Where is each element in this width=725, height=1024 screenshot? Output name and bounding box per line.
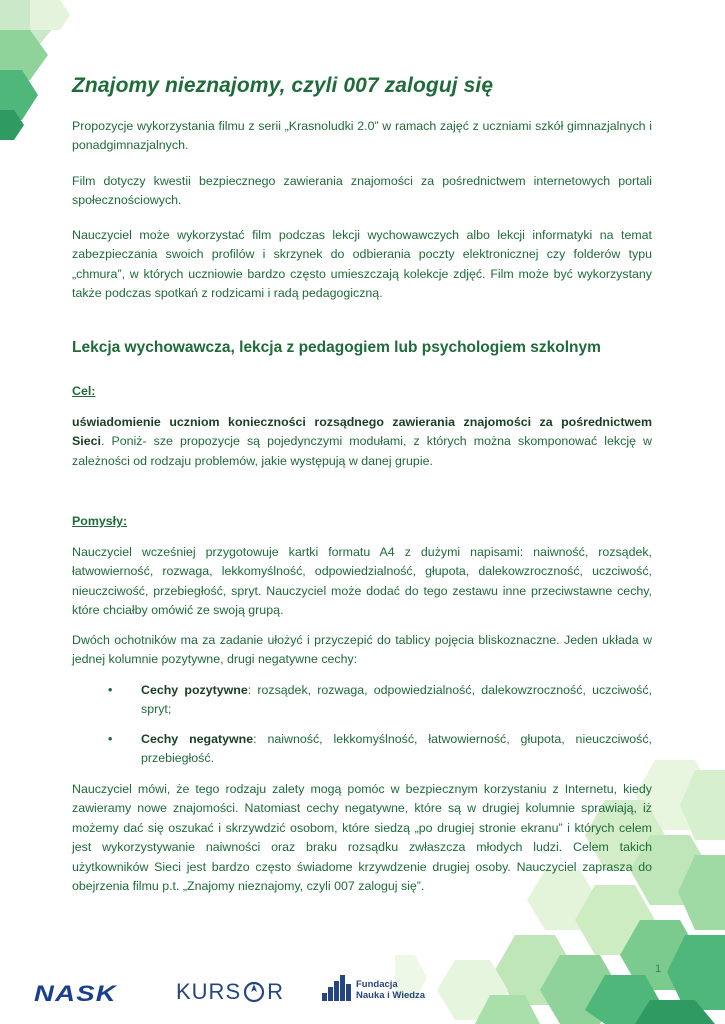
nask-logo-text: NASK [34, 981, 117, 1006]
list-item-bold: Cechy pozytywne [141, 683, 248, 697]
section-heading: Lekcja wychowawcza, lekcja z pedagogiem lub psychologiem szkolnym [72, 339, 601, 356]
page-number: 1 [655, 963, 662, 975]
fundacja-bars-icon [322, 975, 352, 1001]
goal-text: . Poniż- sze propozycje są pojedynczymi modułami, z których można skomponować lekcję w zależności od rodzaju problemów, jakie występują w danej grupie. [72, 434, 652, 468]
intro-paragraph-3: Nauczyciel może wykorzystać film podczas lekcji wychowawczych albo lekcji informatyki na temat zabezpieczania swoich profilów i skrzynek do odbierania poczty elektronicznej czy folderów typu „chmura”, w których uczniowie bardzo często umieszczają kolekcje zdjęć. Film może być wykorzystany także podczas spotkań z rodzicami i radą pedagogiczną. [72, 228, 652, 301]
document-title: Znajomy nieznajomy, czyli 007 zaloguj się [72, 74, 494, 97]
ideas-paragraph-2: Dwóch ochotników ma za zadanie ułożyć i przyczepić do tablicy pojęcia bliskoznaczne. Jeden układa w jednej kolumnie pozytywne, drugi negatywne cechy: [72, 633, 652, 667]
goal-paragraph [72, 413, 652, 471]
ideas-label: Pomysły: [72, 514, 128, 528]
ideas-paragraph-3: Nauczyciel mówi, że tego rodzaju zalety mogą pomóc w bezpiecznym korzystaniu z Internetu, kiedy zawieramy nowe znajomości. Natomiast cechy negatywne, które są w drugiej kolumnie sprawiają, iż możemy dać się oszukać i skrzywdzić osobom, które siedzą „po drugiej stronie ekranu” i których celem jest wykorzystywanie naiwności oraz braku rozsądku zwłaszcza młodych ludzi. Celem takich użytkowników Sieci jest bardzo często świadome krzywdzenie drugiej osoby. Nauczyciel zaprasza do obejrzenia filmu p.t. „Znajomy nieznajomy, czyli 007 zaloguj się”. [72, 782, 652, 894]
kursor-logo-text-right: R [267, 979, 284, 1004]
list-item-bold: Cechy negatywne [141, 732, 254, 746]
fundacja-line-2: Nauka i Wiedza [356, 990, 426, 1001]
kursor-logo [176, 979, 283, 1005]
bullet-icon: • [108, 683, 113, 697]
bullet-icon: • [108, 732, 113, 746]
fundacja-logo [322, 975, 425, 1001]
fundacja-line-1: Fundacja [356, 979, 398, 990]
list-item-negative [72, 730, 652, 769]
decorative-hexagons-top [0, 0, 70, 140]
intro-paragraph-1: Propozycje wykorzystania filmu z serii „Krasnoludki 2.0” w ramach zajęć z uczniami szkół gimnazjalnych i ponadgimnazjalnych. [72, 119, 652, 153]
goal-label: Cel: [72, 384, 96, 398]
list-item-text: : naiwność, lekkomyślność, łatwowierność, głupota, nieuczciwość, przebiegłość. [141, 732, 652, 766]
nask-logo [34, 981, 117, 1007]
goal-bold-text: uświadomienie uczniom konieczności rozsądnego zawierania znajomości za pośrednictwem Sieci [72, 415, 652, 449]
list-item-positive [72, 681, 652, 720]
list-item-text: : rozsądek, rozwaga, odpowiedzialność, dalekowzroczność, uczciwość, spryt; [141, 683, 652, 717]
ideas-paragraph-1: Nauczyciel wcześniej przygotowuje kartki formatu A4 z dużymi napisami: naiwność, rozsądek, łatwowierność, rozwaga, lekkomyślność, odpowiedzialność, głupota, dalekowzroczność, uczciwość, nieuczciwość, przebiegłość, spryt. Nauczyciel może dodać do tego zestawu inne przeciwstawne cechy, które chciałby omówić ze swoją grupą. [72, 545, 652, 618]
intro-paragraph-2: Film dotyczy kwestii bezpiecznego zawierania znajomości za pośrednictwem internetowych portali społecznościowych. [72, 174, 652, 208]
kursor-logo-text-left: KURS [176, 979, 242, 1004]
kursor-o-icon [242, 980, 266, 1004]
